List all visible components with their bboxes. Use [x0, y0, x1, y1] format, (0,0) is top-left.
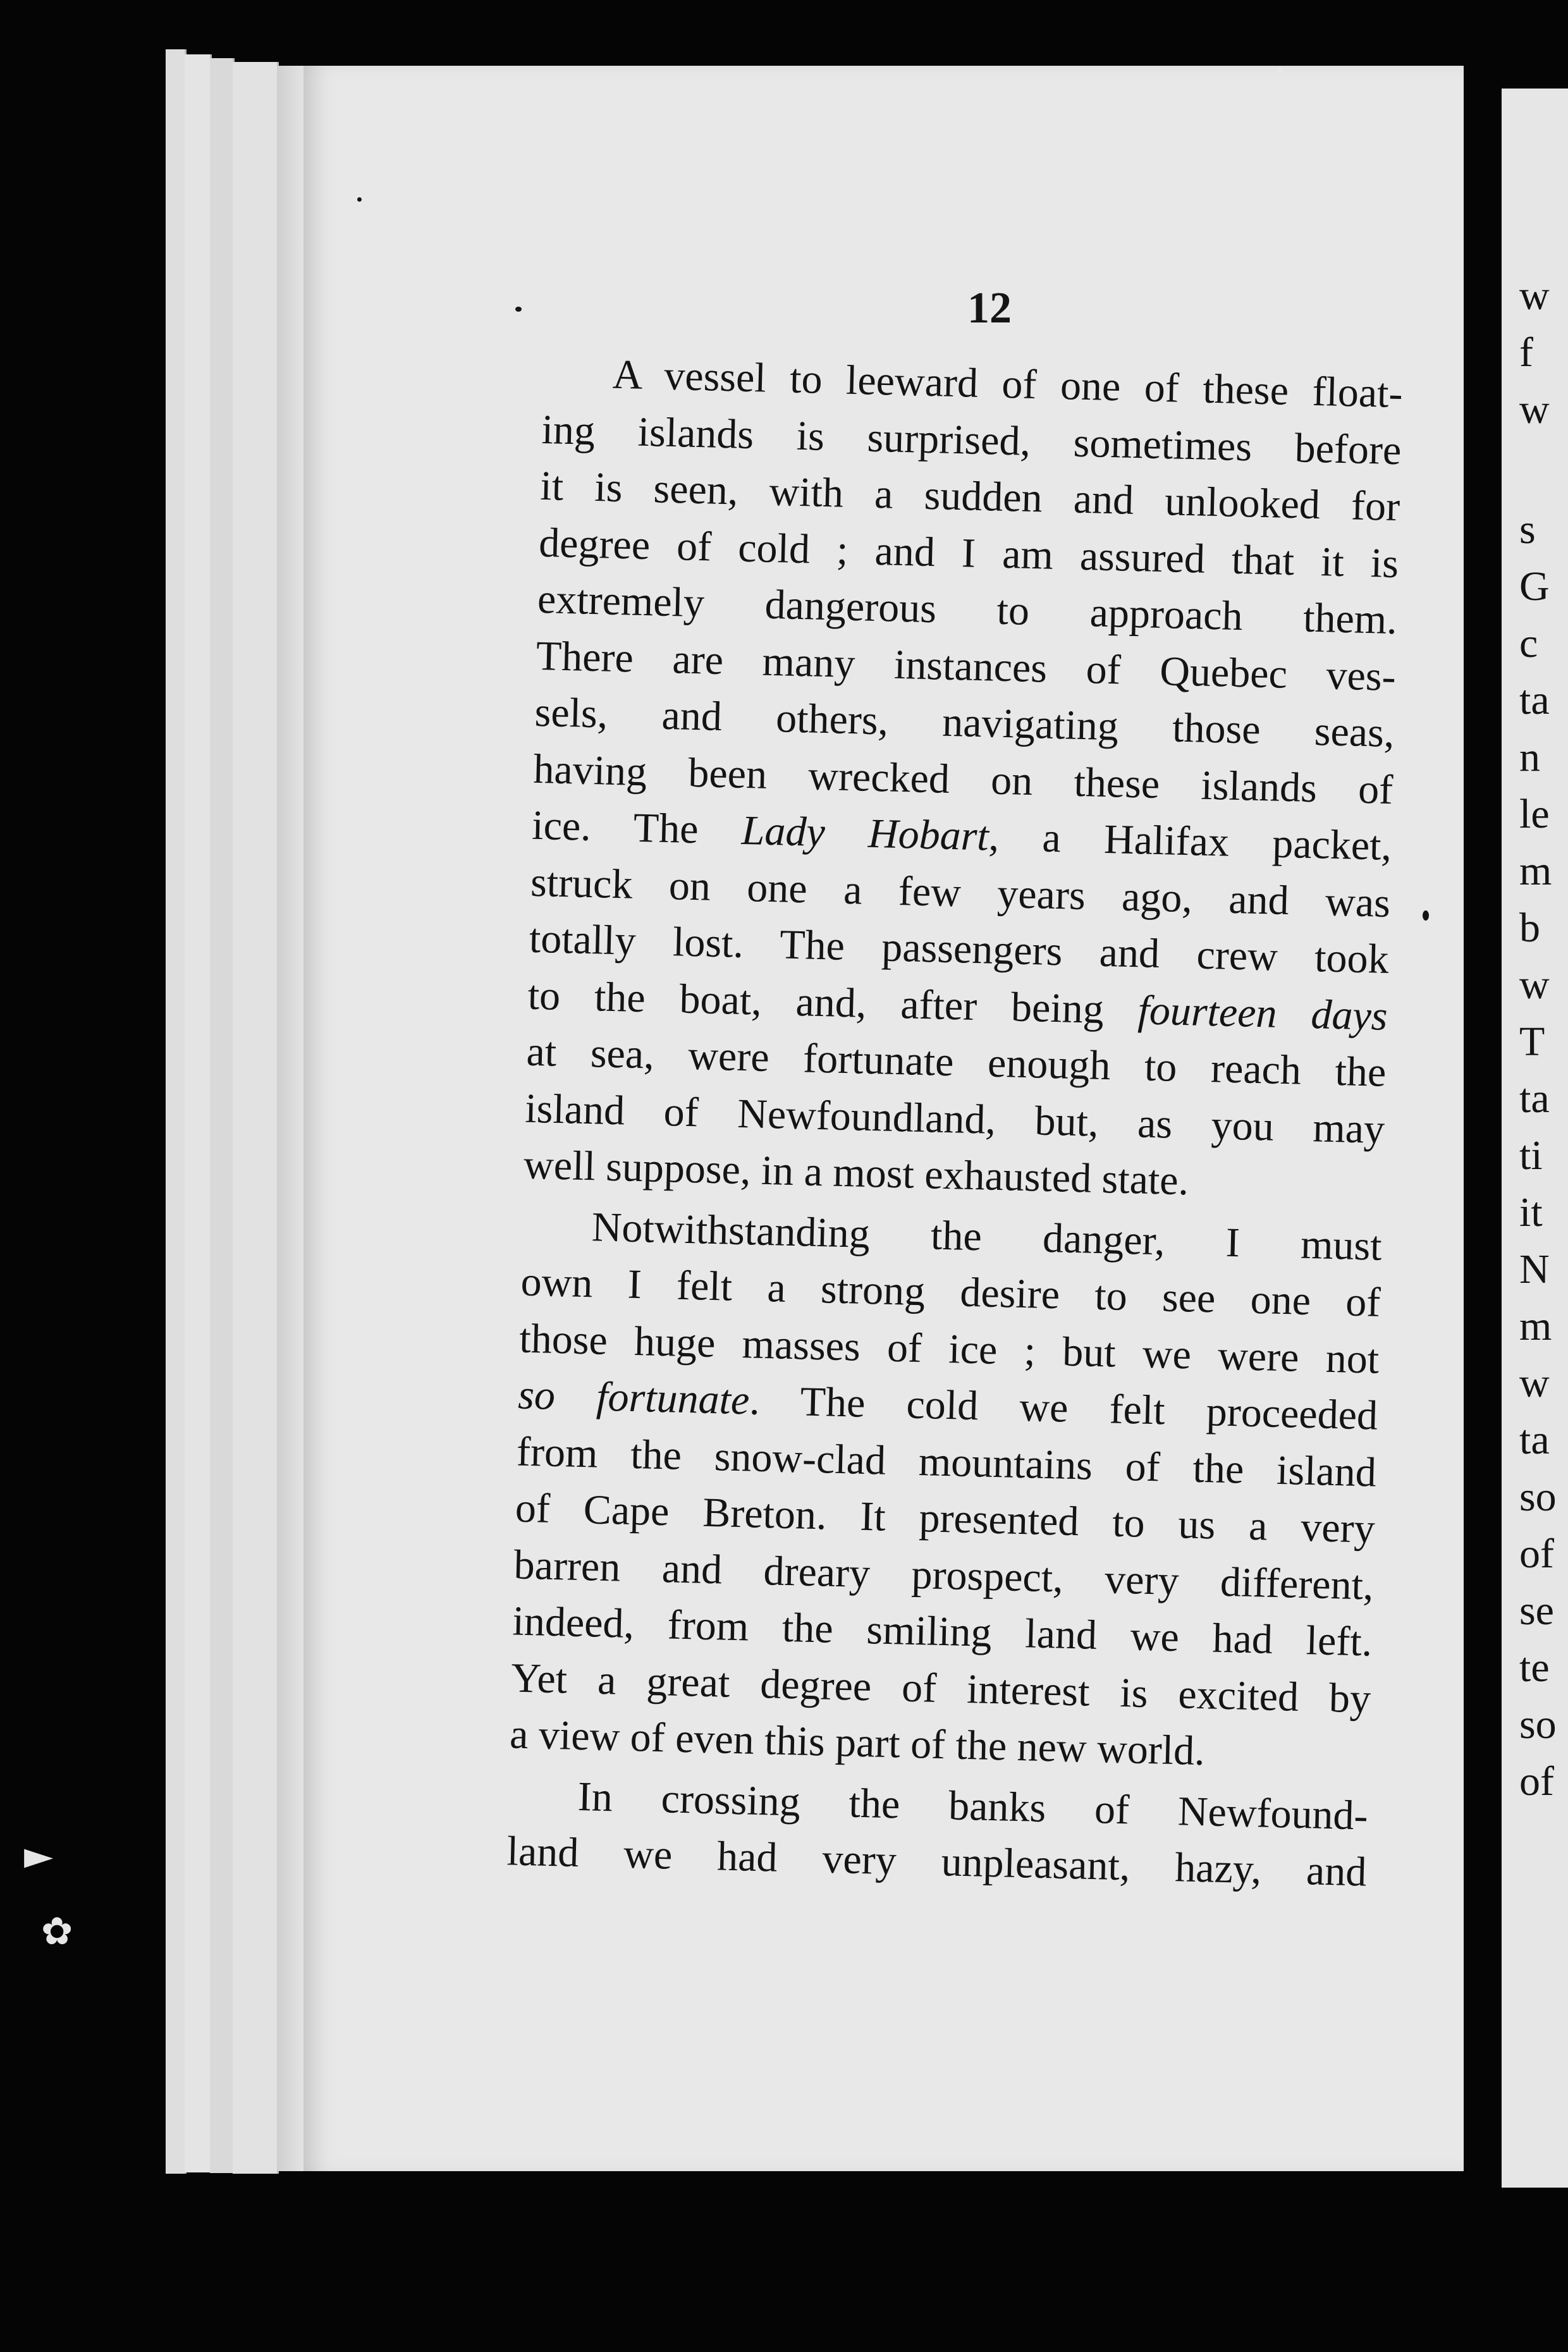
text-line: island of Newfoundland, but, as you may: [524, 1085, 1385, 1153]
italic-phrase: so fortunate: [517, 1371, 750, 1424]
text-line-with-italic: to the boat, and, after being fourteen days: [527, 972, 1388, 1039]
italic-phrase: Lady Hobart: [740, 807, 989, 860]
facing-page-fragment: m: [1519, 1303, 1552, 1349]
facing-page-fragment: ti: [1519, 1132, 1543, 1179]
text-line: Yet a great degree of interest is excited by: [510, 1654, 1371, 1722]
text-line: In crossing the banks of Newfound-: [577, 1773, 1369, 1839]
facing-page-fragment: m: [1519, 848, 1552, 894]
facing-page-fragment: w: [1519, 273, 1550, 319]
scan-speck: [1423, 910, 1429, 921]
facing-page-fragment: w: [1519, 962, 1550, 1008]
text-line: it is seen, with a sudden and unlooked for: [539, 462, 1401, 530]
facing-page-fragment: T: [1519, 1019, 1545, 1065]
text-line-with-italic: so fortunate. The cold we felt proceeded: [517, 1371, 1378, 1439]
facing-page-fragment: ta: [1519, 1417, 1550, 1463]
facing-page-fragment: c: [1519, 620, 1538, 666]
facing-page-fragment: se: [1519, 1588, 1554, 1634]
scan-speck: [1277, 68, 1283, 74]
page-edge: [185, 54, 212, 2172]
facing-page-fragment: of: [1519, 1758, 1554, 1804]
text-line: ing islands is surprised, sometimes before: [541, 406, 1402, 474]
facing-page-fragment: te: [1519, 1645, 1550, 1691]
facing-page-fragment: f: [1519, 329, 1533, 376]
facing-page-fragment: le: [1519, 791, 1550, 837]
text-line: indeed, from the smiling land we had left.: [511, 1598, 1373, 1665]
text-line: from the snow-clad mountains of the island: [516, 1428, 1377, 1496]
scan-mark: ✿: [41, 1909, 73, 1954]
text-line: degree of cold ; and I am assured that it is: [538, 519, 1399, 587]
text-line: having been wrecked on these islands of: [532, 745, 1394, 813]
facing-page-fragment: G: [1519, 563, 1550, 609]
facing-page-fragment: w: [1519, 1360, 1550, 1406]
page-edge: [210, 58, 235, 2173]
facing-page-fragment: w: [1519, 386, 1550, 432]
page-edge: [233, 62, 279, 2174]
facing-page-fragment: n: [1519, 734, 1540, 780]
text-line: Notwithstanding the danger, I must: [591, 1203, 1383, 1270]
facing-page-fragment: N: [1519, 1246, 1550, 1292]
text-line: well suppose, in a most exhausted state.: [523, 1141, 1190, 1204]
text-line: There are many instances of Quebec ves-: [536, 632, 1397, 700]
facing-page-fragment: it: [1519, 1189, 1543, 1235]
text-line: A vessel to leeward of one of these float-: [611, 351, 1404, 417]
scan-speck: [357, 197, 362, 202]
text-line-with-italic: ice. The Lady Hobart, a Halifax packet,: [531, 802, 1392, 869]
facing-page-fragment: ta: [1519, 677, 1550, 723]
text-line: of Cape Breton. It presented to us a very: [515, 1485, 1376, 1552]
facing-page-fragment: ta: [1519, 1075, 1550, 1122]
text-line: barren and dreary prospect, very different,: [513, 1541, 1375, 1609]
text-line: land we had very unpleasant, hazy, and: [506, 1828, 1368, 1896]
text-line: sels, and others, navigating those seas,: [534, 689, 1395, 757]
scan-speck: [515, 307, 522, 312]
facing-page-fragment: so: [1519, 1701, 1557, 1748]
facing-page-fragment: b: [1519, 905, 1540, 951]
scan-mark: ►: [24, 1834, 54, 1878]
facing-page-edge: [1502, 89, 1568, 2188]
text-line: own I felt a strong desire to see one of: [520, 1258, 1381, 1326]
text-line: struck on one a few years ago, and was: [530, 859, 1391, 926]
italic-phrase: fourteen days: [1137, 986, 1388, 1039]
text-line: totally lost. The passengers and crew took: [529, 915, 1390, 983]
book-gutter: [277, 66, 307, 2171]
text-line: a view of even this part of the new world.: [509, 1711, 1206, 1775]
facing-page-fragment: of: [1519, 1531, 1554, 1577]
text-line: extremely dangerous to approach them.: [537, 575, 1398, 644]
facing-page-fragment: s: [1519, 506, 1536, 553]
text-line: those huge masses of ice ; but we were not: [518, 1315, 1380, 1383]
page-edge: [166, 49, 187, 2174]
text-line: at sea, were fortunate enough to reach the: [525, 1028, 1387, 1096]
page-number: 12: [967, 284, 1012, 333]
body-text: [506, 345, 1404, 1901]
facing-page-fragment: so: [1519, 1474, 1557, 1520]
